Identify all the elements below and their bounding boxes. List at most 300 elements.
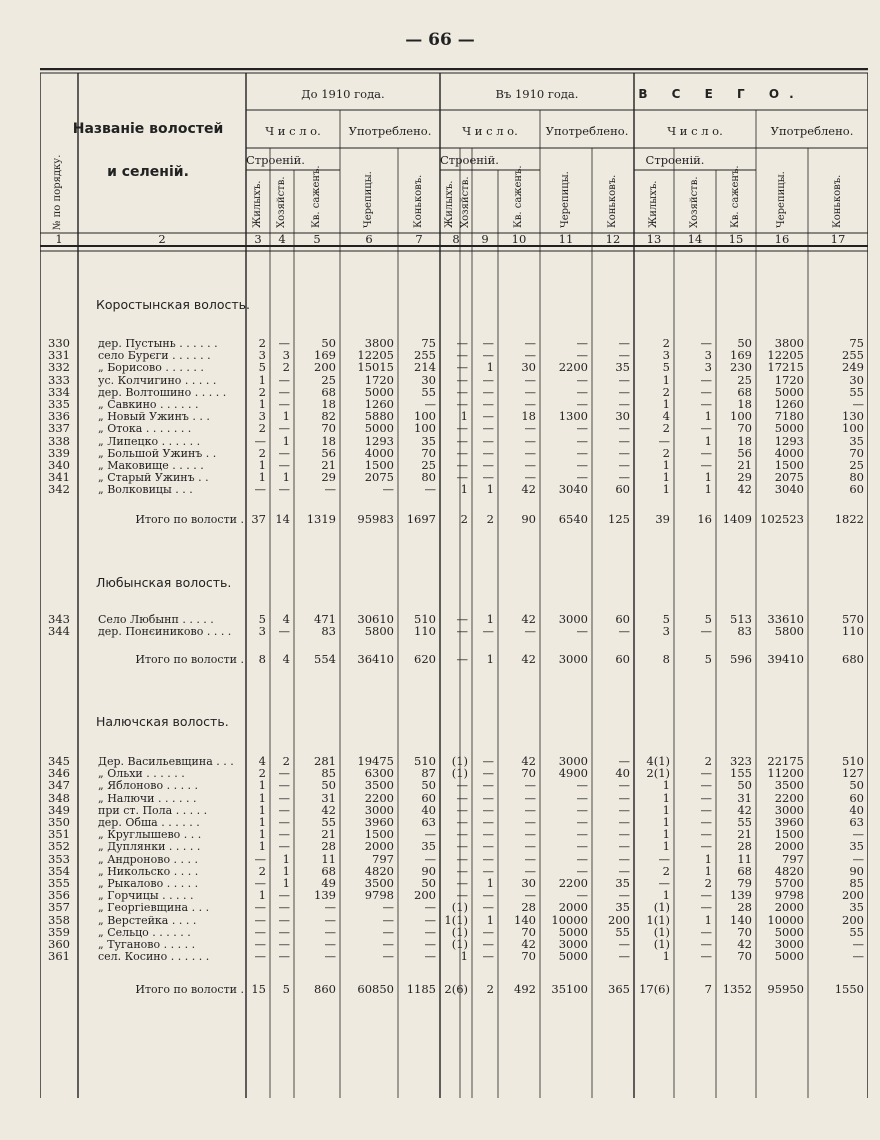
table-cell: — (382, 924, 394, 939)
table-cell: 281 (314, 754, 336, 768)
table-cell: — (278, 766, 290, 781)
table-cell: — (658, 851, 670, 866)
table-cell: — (524, 336, 536, 350)
table-cell: 3000 (558, 612, 588, 626)
table-cell: — (524, 815, 536, 829)
table-cell: — (482, 470, 494, 485)
chislo-header-0: Ч и с л о. (265, 124, 321, 138)
table-cell: 40 (849, 802, 864, 817)
table-cell: 140 (514, 912, 536, 927)
table-cell: 9798 (774, 888, 804, 903)
total-cell: — (456, 652, 468, 666)
row-number-header: № по порядку. (52, 154, 63, 230)
table-cell: — (278, 827, 290, 842)
settlement-name: село Бурєги . . . . . . (98, 349, 211, 363)
table-cell: 4 (258, 754, 266, 768)
table-cell: 1 (662, 372, 670, 387)
table-cell: — (524, 372, 536, 387)
table-cell: — (456, 433, 468, 448)
table-cell: — (482, 433, 494, 448)
settlement-name: „ Георгіевщина . . . (98, 901, 210, 915)
table-cell: 1 (258, 790, 266, 805)
total-label: Итого по волости . (135, 513, 244, 526)
table-cell: 28 (321, 839, 336, 854)
column-number-14: 14 (687, 232, 703, 246)
total-label: Итого по волости . (135, 653, 244, 666)
table-cell: — (382, 912, 394, 927)
table-cell: — (700, 839, 712, 854)
table-cell: 90 (849, 863, 864, 878)
table-cell: — (278, 949, 290, 964)
table-cell: — (278, 888, 290, 903)
table-cell: 1500 (774, 827, 804, 842)
table-cell: 100 (730, 409, 752, 424)
table-cell: — (482, 802, 494, 817)
table-cell: — (456, 863, 468, 878)
settlement-name: „ Маковище . . . . . (98, 459, 204, 472)
table-cell: 56 (321, 445, 336, 460)
table-cell: 42 (521, 482, 536, 497)
table-cell: 28 (521, 900, 536, 915)
row-number: 351 (48, 827, 70, 842)
table-cell: — (700, 372, 712, 387)
subheader-zhilykh-5: Жилыхъ. (444, 180, 455, 228)
table-cell: 31 (737, 790, 752, 805)
settlement-name: „ Яблоново . . . . . (98, 779, 199, 793)
table-cell: 155 (730, 766, 752, 781)
table-cell: 11 (321, 851, 336, 866)
upotrebleno-header-2: Употреблено. (770, 124, 854, 138)
table-cell: 1500 (774, 458, 804, 472)
table-cell: 82 (321, 409, 336, 424)
table-cell: 40 (421, 802, 436, 817)
table-cell: 3 (258, 348, 266, 363)
table-cell: — (618, 372, 630, 387)
total-cell: 4 (282, 652, 290, 666)
name-header-line2: и селеній. (107, 164, 189, 180)
table-cell: — (456, 445, 468, 460)
table-cell: — (254, 433, 266, 448)
row-number: 341 (48, 470, 70, 485)
table-cell: 1 (704, 863, 712, 878)
table-cell: 1 (662, 778, 670, 793)
table-cell: — (618, 754, 630, 768)
table-cell: — (524, 888, 536, 903)
table-cell: — (700, 900, 712, 915)
table-cell: 3000 (558, 754, 588, 768)
table-cell: 55 (737, 815, 752, 829)
table-cell: 1 (662, 790, 670, 805)
table-cell: — (700, 924, 712, 939)
table-cell: — (424, 482, 436, 497)
subheader-zhilykh-0: Жилыхъ. (252, 180, 263, 228)
table-cell: 35 (615, 900, 630, 915)
table-cell: — (482, 851, 494, 866)
column-number-6: 6 (365, 232, 373, 246)
row-number: 346 (48, 766, 70, 781)
subheader-kv_sazhen-12: Кв. саженъ. (730, 165, 741, 228)
table-cell: 42 (737, 482, 752, 497)
table-cell: 33610 (767, 612, 804, 626)
table-cell: 50 (321, 778, 336, 793)
table-cell: 200 (414, 888, 436, 903)
table-cell: — (618, 624, 630, 639)
table-cell: — (852, 851, 864, 866)
table-cell: 70 (321, 421, 336, 436)
table-cell: 2 (662, 863, 670, 878)
table-cell: 130 (842, 409, 864, 424)
table-cell: 1 (258, 778, 266, 793)
table-cell: 471 (314, 612, 336, 626)
table-cell: — (482, 336, 494, 350)
section-title-0: Коростынская волость. (96, 297, 251, 312)
table-cell: — (324, 937, 336, 951)
table-cell: 4(1) (646, 754, 670, 768)
table-cell: — (852, 827, 864, 842)
table-cell: 127 (842, 766, 864, 781)
table-cell: 323 (730, 754, 752, 768)
table-cell: 2075 (774, 470, 804, 485)
table-cell: — (278, 937, 290, 951)
total-cell: 95950 (767, 982, 804, 996)
subheader-konkov-4: Коньковъ. (413, 174, 424, 228)
table-cell: 1500 (364, 827, 394, 842)
table-cell: 40 (615, 766, 630, 781)
row-number: 334 (48, 384, 70, 399)
total-cell: 90 (521, 512, 536, 526)
table-cell: — (618, 863, 630, 878)
total-cell: 15 (251, 982, 266, 996)
table-cell: 5 (704, 612, 712, 626)
table-cell: — (618, 336, 630, 350)
table-cell: 3500 (364, 876, 394, 890)
table-cell: 2 (282, 360, 290, 375)
table-cell: 60 (615, 482, 630, 497)
settlement-name: „ Круглышево . . . (98, 828, 202, 842)
table-cell: — (254, 851, 266, 866)
table-cell: 2 (258, 766, 266, 781)
total-cell: 1409 (722, 512, 752, 526)
table-cell: 139 (314, 888, 336, 903)
table-cell: — (524, 790, 536, 805)
table-cell: 2 (258, 863, 266, 878)
table-cell: 1 (662, 815, 670, 829)
table-cell: 70 (737, 421, 752, 436)
table-cell: 35 (421, 839, 436, 854)
row-number: 353 (48, 851, 70, 866)
table-cell: — (576, 348, 588, 363)
column-number-13: 13 (646, 232, 662, 246)
table-cell: 1 (282, 876, 290, 890)
table-cell: — (424, 397, 436, 411)
table-cell: 1 (662, 470, 670, 485)
settlement-name: „ Савкино . . . . . . (98, 398, 199, 411)
table-cell: 30 (421, 372, 436, 387)
settlement-name: дер. Пустынь . . . . . . (98, 337, 218, 350)
table-cell: 3 (704, 360, 712, 375)
chislo-header-1: Ч и с л о. (462, 124, 518, 138)
table-cell: 255 (414, 348, 436, 363)
table-cell: — (700, 384, 712, 399)
table-cell: — (456, 839, 468, 854)
table-cell: — (524, 851, 536, 866)
table-cell: (1) (451, 924, 468, 939)
settlement-name: сел. Косино . . . . . . (98, 950, 210, 964)
table-cell: 3 (258, 624, 266, 639)
table-cell: 60 (421, 790, 436, 805)
table-cell: 17215 (767, 360, 804, 375)
table-cell: — (618, 937, 630, 951)
table-cell: 42 (521, 937, 536, 951)
table-cell: 1 (704, 470, 712, 485)
table-cell: — (456, 888, 468, 903)
table-cell: 3800 (774, 336, 804, 350)
row-number: 340 (48, 458, 70, 472)
table-cell: — (576, 372, 588, 387)
table-cell: — (658, 433, 670, 448)
table-cell: — (278, 815, 290, 829)
table-cell: — (424, 900, 436, 915)
table-cell: — (576, 433, 588, 448)
table-cell: — (278, 397, 290, 411)
table-cell: 2000 (774, 900, 804, 915)
table-cell: 2 (258, 445, 266, 460)
table-cell: 18 (737, 433, 752, 448)
table-cell: — (618, 851, 630, 866)
row-number: 358 (48, 912, 70, 927)
table-cell: — (254, 924, 266, 939)
table-cell: — (482, 624, 494, 639)
settlement-name: „ Рыкалово . . . . . (98, 877, 199, 890)
table-cell: 68 (321, 384, 336, 399)
table-cell: 1 (460, 482, 468, 497)
table-cell: — (700, 445, 712, 460)
table-cell: 1 (282, 409, 290, 424)
table-cell: 1 (486, 360, 494, 375)
table-cell: 110 (842, 624, 864, 639)
table-cell: — (852, 949, 864, 964)
table-cell: 797 (372, 851, 394, 866)
table-cell: 30 (849, 372, 864, 387)
table-cell: 5000 (774, 384, 804, 399)
table-cell: — (278, 900, 290, 915)
table-cell: — (618, 815, 630, 829)
column-number-10: 10 (511, 232, 527, 246)
table-cell: 5000 (558, 949, 588, 964)
table-cell: — (524, 421, 536, 436)
table-cell: 3960 (774, 815, 804, 829)
table-cell: 1 (662, 458, 670, 472)
table-cell: — (618, 458, 630, 472)
table-cell: 1 (258, 839, 266, 854)
table-cell: 2 (258, 336, 266, 350)
table-cell: 2 (662, 336, 670, 350)
settlement-name: „ Волковицы . . . (98, 483, 193, 497)
table-cell: 70 (421, 445, 436, 460)
table-cell: — (524, 397, 536, 411)
subheader-khozyayst-6: Хозяйств. (460, 176, 471, 228)
table-cell: 21 (321, 458, 336, 472)
table-cell: 3040 (558, 482, 588, 497)
table-cell: 12205 (767, 348, 804, 363)
table-cell: 1 (662, 802, 670, 817)
table-cell: — (456, 851, 468, 866)
row-number: 339 (48, 445, 70, 460)
row-number: 333 (48, 372, 70, 387)
table-cell: 1 (662, 827, 670, 842)
table-cell: — (456, 421, 468, 436)
table-cell: — (576, 421, 588, 436)
total-cell: 95983 (357, 512, 394, 526)
table-cell: — (700, 815, 712, 829)
table-cell: 5 (662, 360, 670, 375)
table-cell: (1) (451, 766, 468, 781)
settlement-name: ус. Колчигино . . . . . (98, 373, 217, 387)
table-cell: 21 (737, 827, 752, 842)
column-number-15: 15 (728, 232, 744, 246)
table-cell: — (482, 778, 494, 793)
table-cell: 35 (615, 876, 630, 890)
table-cell: — (382, 937, 394, 951)
table-cell: 15015 (357, 360, 394, 375)
table-cell: 29 (737, 470, 752, 485)
stroeniy-header-2: Строеній. (645, 153, 705, 167)
table-cell: — (524, 458, 536, 472)
table-cell: — (482, 827, 494, 842)
table-cell: 5000 (774, 924, 804, 939)
table-cell: — (482, 790, 494, 805)
table-cell: 10000 (551, 912, 588, 927)
table-cell: 30 (521, 876, 536, 890)
total-cell: 620 (414, 652, 436, 666)
table-cell: — (382, 900, 394, 915)
table-cell: — (482, 409, 494, 424)
stroeniy-header-1: Строеній. (440, 153, 499, 167)
total-cell: 5 (704, 652, 712, 666)
table-cell: — (278, 384, 290, 399)
table-cell: 1 (282, 851, 290, 866)
table-cell: — (576, 827, 588, 842)
table-cell: 83 (737, 624, 752, 639)
table-cell: 35 (615, 360, 630, 375)
table-cell: 35 (849, 839, 864, 854)
table-cell: 1 (662, 397, 670, 411)
table-cell: — (524, 839, 536, 854)
total-cell: 1822 (834, 512, 864, 526)
table-cell: — (618, 384, 630, 399)
table-cell: 12205 (357, 348, 394, 363)
table-cell: 87 (421, 766, 436, 781)
table-cell: 5 (258, 612, 266, 626)
table-cell: — (576, 336, 588, 350)
table-cell: — (700, 778, 712, 793)
table-cell: — (456, 360, 468, 375)
row-number: 330 (48, 336, 70, 350)
table-cell: 200 (842, 888, 864, 903)
total-cell: 1185 (406, 982, 436, 996)
table-cell: 4820 (364, 863, 394, 878)
table-cell: 1 (662, 482, 670, 497)
table-cell: 75 (849, 336, 864, 350)
table-cell: 18 (521, 409, 536, 424)
table-cell: 55 (849, 384, 864, 399)
period-header-2: В С Е Г О. (638, 87, 804, 101)
table-cell: — (700, 827, 712, 842)
settlement-name: Дер. Васильевщина . . . (98, 755, 234, 768)
row-number: 342 (48, 482, 70, 497)
table-cell: — (524, 778, 536, 793)
table-cell: 1 (662, 888, 670, 903)
section-title-1: Любынская волость. (96, 575, 232, 590)
table-cell: 3000 (774, 802, 804, 817)
table-cell: 10000 (767, 912, 804, 927)
settlement-name: „ Верстейка . . . . (98, 913, 197, 927)
subheader-cherepitsy-13: Черепицы. (776, 171, 787, 228)
table-cell: 4 (282, 612, 290, 626)
column-number-2: 2 (158, 232, 166, 246)
total-cell: 60850 (357, 982, 394, 996)
table-cell: — (482, 839, 494, 854)
table-cell: — (618, 778, 630, 793)
subheader-khozyayst-11: Хозяйств. (689, 176, 700, 228)
table-cell: 3 (662, 624, 670, 639)
table-cell: — (700, 790, 712, 805)
table-cell: — (456, 612, 468, 626)
total-cell: 1 (486, 652, 494, 666)
table-cell: — (618, 433, 630, 448)
table-cell: 1 (282, 470, 290, 485)
table-cell: — (278, 912, 290, 927)
period-header-1: Въ 1910 года. (495, 87, 579, 101)
row-number: 337 (48, 421, 70, 436)
table-cell: — (482, 888, 494, 903)
table-cell: 1 (258, 802, 266, 817)
table-cell: 22175 (767, 754, 804, 768)
table-cell: 3000 (364, 802, 394, 817)
table-cell: 2 (282, 754, 290, 768)
table-cell: — (618, 949, 630, 964)
table-cell: 75 (421, 336, 436, 350)
table-cell: 1 (460, 949, 468, 964)
table-cell: — (254, 876, 266, 890)
settlement-name: „ Андроново . . . . (98, 852, 199, 866)
table-cell: 2 (704, 754, 712, 768)
settlement-name: „ Новый Ужинъ . . . (98, 410, 210, 424)
table-cell: 255 (842, 348, 864, 363)
table-cell: 35 (421, 433, 436, 448)
table-cell: 30610 (357, 612, 394, 626)
total-cell: 102523 (760, 512, 804, 526)
row-number: 343 (48, 612, 70, 626)
table-cell: — (254, 949, 266, 964)
table-cell: 3 (662, 348, 670, 363)
table-cell: — (700, 888, 712, 903)
table-cell: — (852, 937, 864, 951)
table-cell: — (618, 445, 630, 460)
table-cell: — (618, 839, 630, 854)
table-cell: 11 (737, 851, 752, 866)
table-cell: — (576, 851, 588, 866)
table-cell: — (424, 949, 436, 964)
settlement-name: Село Любынп . . . . . (98, 613, 214, 626)
table-cell: — (576, 384, 588, 399)
table-cell: — (576, 778, 588, 793)
total-cell: 16 (697, 512, 712, 526)
table-cell: 70 (521, 766, 536, 781)
settlement-name: при ст. Пола . . . . . (98, 803, 208, 817)
table-cell: — (456, 827, 468, 842)
table-cell: — (852, 397, 864, 411)
